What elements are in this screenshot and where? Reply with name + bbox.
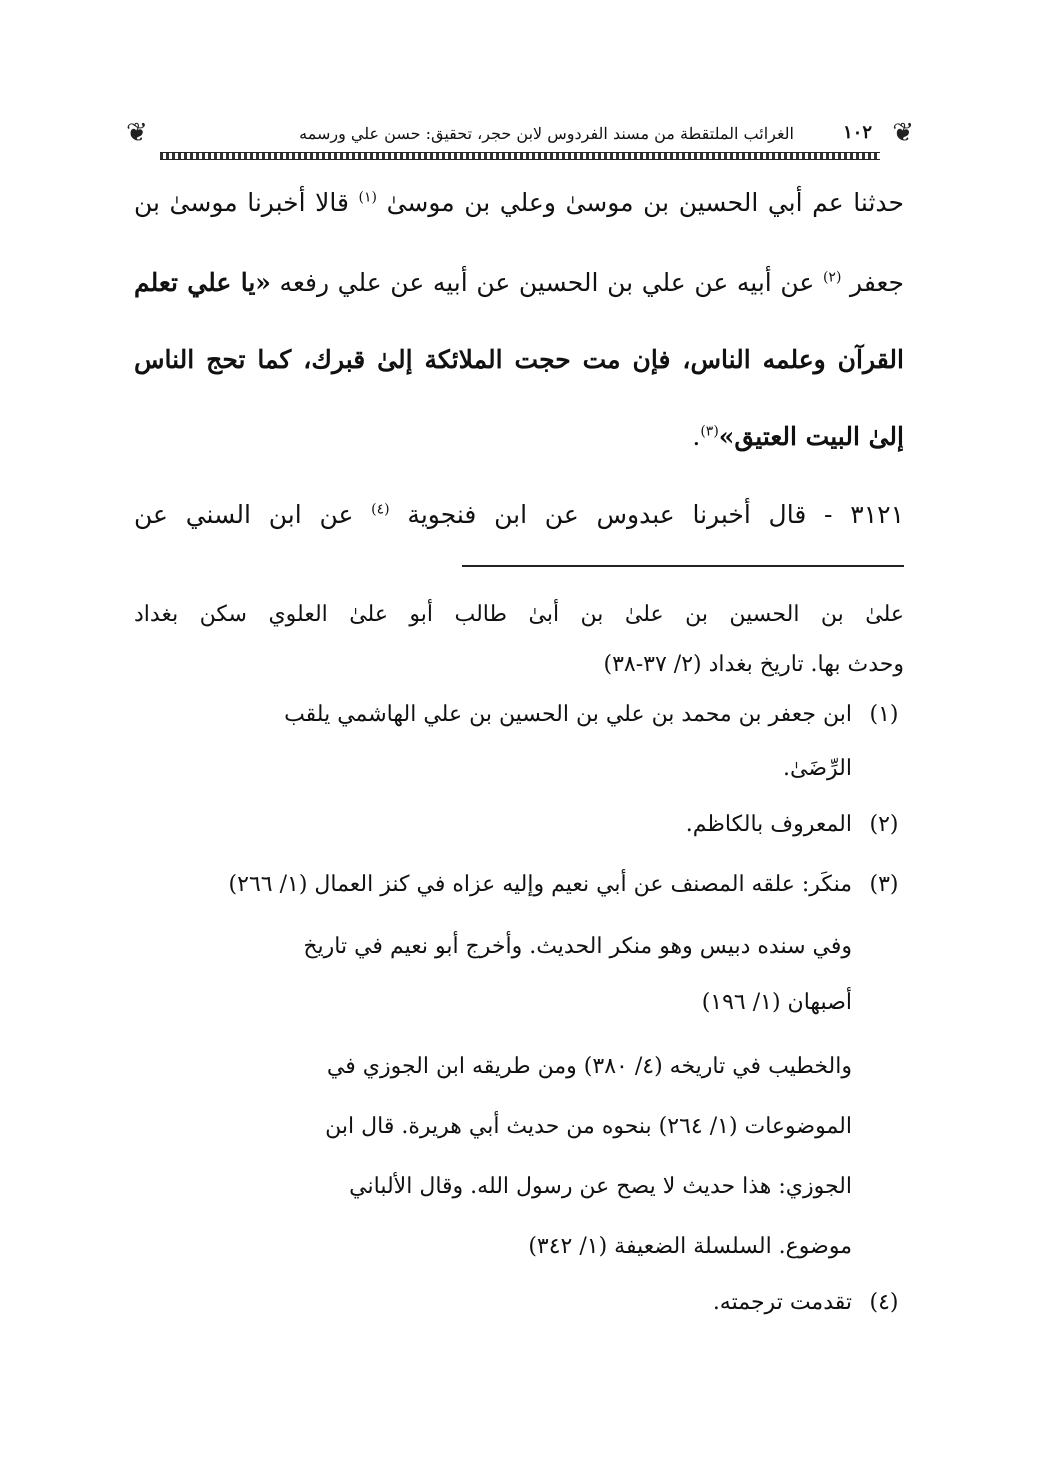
footnote-text: وحدث بها. تاريخ بغداد (٢/ ٣٧-٣٨): [603, 652, 904, 677]
footnote-text: الجوزي: هذا حديث لا يصح عن رسول الله. وقال الألباني: [349, 1174, 852, 1199]
footnote-ref[interactable]: (٢): [822, 269, 842, 286]
footnote-2: [134, 812, 904, 846]
body-line: [134, 188, 904, 217]
body-text: حدثنا عم أبي الحسين بن موسىٰ وعلي بن موسىٰ: [386, 188, 904, 217]
footnote-text: والخطيب في تاريخه (٤/ ٣٨٠) ومن طريقه ابن الجوزي في: [326, 1054, 852, 1079]
page-number: ١٠٢: [842, 122, 872, 143]
footnote-text: الموضوعات (١/ ٢٦٤) بنحوه من حديث أبي هريرة. قال ابن: [325, 1114, 852, 1139]
header-divider: [160, 152, 880, 160]
running-title: الغرائب الملتقطة من مسند الفردوس لابن حجر، تحقيق: حسن علي ورسمه: [299, 124, 794, 143]
body-text: عن أبيه عن علي بن الحسين عن أبيه عن علي رفعه: [279, 268, 815, 297]
hadith-text: «يا علي تعلم: [134, 268, 271, 297]
footnote-ref[interactable]: (١): [358, 189, 377, 206]
body-line: [134, 500, 904, 529]
body-text: .: [692, 422, 701, 451]
ornament-icon: ❦: [126, 118, 148, 148]
footnote-number: (٤): [869, 1290, 899, 1315]
hadith-text: القرآن وعلمه الناس، فإن مت حجت الملائكة إلىٰ قبرك، كما تحج الناس: [134, 345, 904, 374]
body-line: [134, 345, 904, 374]
footnote-number: (٣): [869, 872, 899, 897]
footnote-text: وفي سنده دبيس وهو منكر الحديث. وأخرج أبو نعيم في تاريخ: [303, 934, 852, 959]
footnote-number: (٢): [869, 812, 899, 837]
footnote-1: [134, 702, 904, 736]
footnote-text: الرِّضَىٰ.: [783, 756, 852, 781]
footnote-text: ابن جعفر بن محمد بن علي بن الحسين بن علي الهاشمي يلقب: [284, 702, 852, 727]
footnote-line: [134, 602, 904, 627]
footnote-4: [134, 1290, 904, 1324]
body-text: قالا أخبرنا موسىٰ بن: [134, 188, 349, 217]
footnote-text: علىٰ بن الحسين بن علىٰ بن أبىٰ طالب أبو علىٰ العلوي سكن بغداد: [134, 602, 904, 627]
footnote-ref[interactable]: (٣): [700, 423, 719, 440]
hadith-text: إلىٰ البيت العتيق»: [718, 422, 904, 451]
body-line: [134, 422, 904, 451]
footnote-line: [134, 652, 904, 677]
body-text: عن ابن السني عن: [134, 500, 354, 529]
footnote-text: منكَر: علقه المصنف عن أبي نعيم وإليه عزاه في كنز العمال (١/ ٢٦٦): [228, 872, 852, 897]
footnote-3: [134, 872, 904, 906]
footnote-number: (١): [869, 702, 899, 727]
page-header: [126, 118, 914, 170]
footnote-text: أصبهان (١/ ١٩٦): [701, 990, 852, 1015]
body-text: ٣١٢١ - قال أخبرنا عبدوس عن ابن فنجوية: [407, 500, 904, 529]
body-line: [134, 268, 904, 297]
footnote-text: تقدمت ترجمته.: [712, 1290, 852, 1315]
footnote-text: المعروف بالكاظم.: [685, 812, 852, 837]
ornament-icon: ❦: [892, 118, 914, 148]
footnote-text: موضوع. السلسلة الضعيفة (١/ ٣٤٢): [528, 1234, 852, 1259]
footnote-separator: [462, 565, 904, 567]
footnote-ref[interactable]: (٤): [371, 501, 390, 518]
body-text: جعفر: [850, 268, 905, 297]
